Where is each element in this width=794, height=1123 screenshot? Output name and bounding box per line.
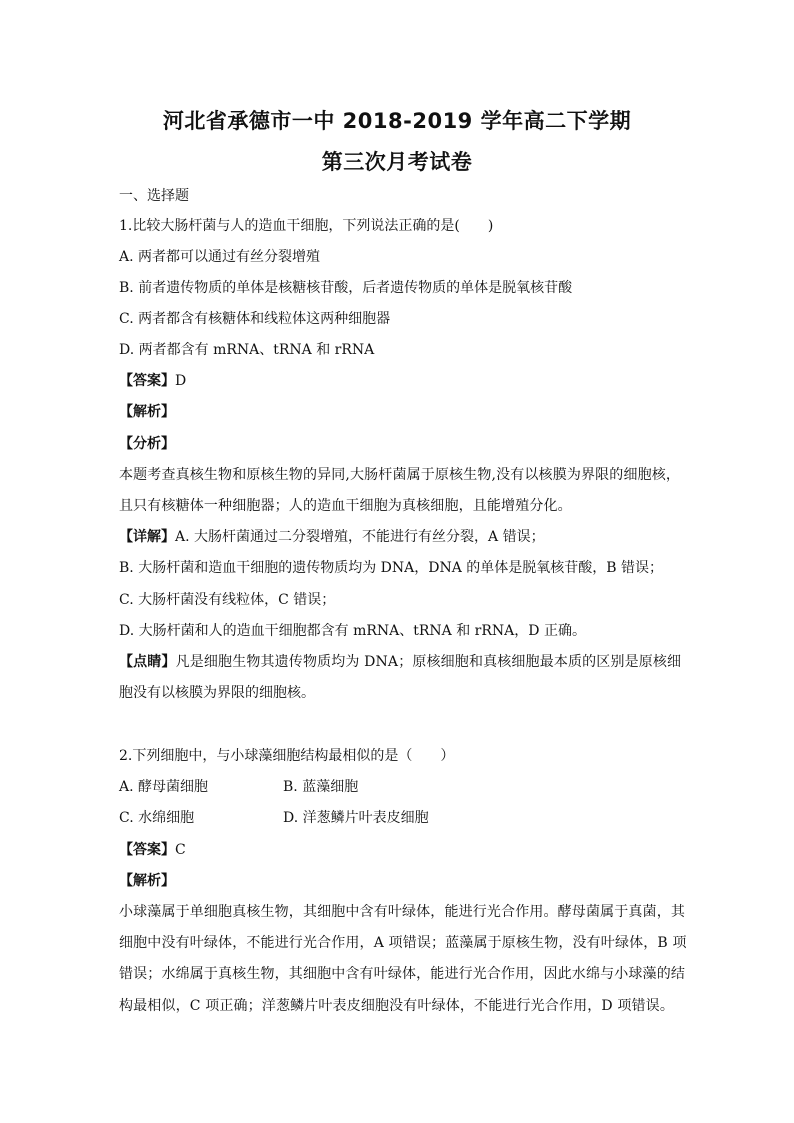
q1-dianjing-line1: 【点睛】凡是细胞生物其遗传物质均为 DNA；原核细胞和真核细胞最本质的区别是原核细 — [119, 654, 682, 670]
q1-fenxi-line1: 本题考查真核生物和原核生物的异同,大肠杆菌属于原核生物,没有以核膜为界限的细胞核， — [119, 467, 681, 483]
q2-analysis-line1: 小球藻属于单细胞真核生物，其细胞中含有叶绿体，能进行光合作用。酵母菌属于真菌，其 — [119, 904, 685, 920]
q1-detail-b: B. 大肠杆菌和造血干细胞的遗传物质均为 DNA，DNA 的单体是脱氧核苷酸，B 错误； — [119, 560, 663, 576]
answer-label: 【答案】 — [119, 842, 175, 858]
q2-analysis-label: 【解析】 — [119, 873, 175, 889]
q2-option-c: C. 水绵细胞 — [119, 810, 195, 826]
q2-option-d: D. 洋葱鳞片叶表皮细胞 — [283, 810, 429, 826]
q1-answer — [119, 371, 186, 391]
q1-fenxi-label: 【分析】 — [119, 436, 175, 452]
dianjing-label: 【点睛】 — [119, 654, 176, 670]
detail-label: 【详解】 — [119, 529, 175, 545]
q2-analysis-line4: 构最相似，C 项正确；洋葱鳞片叶表皮细胞没有叶绿体，不能进行光合作用，D 项错误。 — [119, 998, 674, 1014]
q1-option-a: A. 两者都可以通过有丝分裂增殖 — [119, 249, 321, 265]
q2-answer — [119, 840, 186, 860]
answer-label: 【答案】 — [119, 373, 175, 389]
q1-fenxi-line2: 且只有核糖体一种细胞器；人的造血干细胞为真核细胞，且能增殖分化。 — [119, 498, 572, 514]
q1-dianjing-line2: 胞没有以核膜为界限的细胞核。 — [119, 685, 315, 701]
q1-option-d: D. 两者都含有 mRNA、tRNA 和 rRNA — [119, 342, 375, 358]
answer-value: C — [175, 842, 186, 858]
q2-stem: 2.下列细胞中，与小球藻细胞结构最相似的是（ ） — [119, 748, 455, 764]
q1-option-c: C. 两者都含有核糖体和线粒体这两种细胞器 — [119, 311, 391, 327]
q1-detail-d: D. 大肠杆菌和人的造血干细胞都含有 mRNA、tRNA 和 rRNA，D 正确。 — [119, 623, 586, 639]
q1-option-b: B. 前者遗传物质的单体是核糖核苷酸，后者遗传物质的单体是脱氧核苷酸 — [119, 280, 573, 296]
q1-stem: 1.比较大肠杆菌与人的造血干细胞，下列说法正确的是( ) — [119, 218, 494, 234]
doc-title-line1: 河北省承德市一中 2018-2019 学年高二下学期 — [162, 109, 632, 133]
q1-detail-c: C. 大肠杆菌没有线粒体，C 错误； — [119, 592, 336, 608]
q2-option-a: A. 酵母菌细胞 — [119, 779, 209, 795]
section-heading: 一、选择题 — [119, 188, 189, 204]
q1-detail-a: 【详解】A. 大肠杆菌通过二分裂增殖，不能进行有丝分裂，A 错误； — [119, 529, 545, 545]
q2-analysis-line3: 错误；水绵属于真核生物，其细胞中含有叶绿体，能进行光合作用，因此水绵与小球藻的结 — [119, 966, 685, 982]
doc-title-line2: 第三次月考试卷 — [321, 150, 473, 174]
q1-analysis-label: 【解析】 — [119, 404, 175, 420]
answer-value: D — [175, 373, 187, 389]
q2-option-b: B. 蓝藻细胞 — [283, 779, 359, 795]
q2-analysis-line2: 细胞中没有叶绿体，不能进行光合作用，A 项错误；蓝藻属于原核生物，没有叶绿体，B 项 — [119, 935, 687, 951]
